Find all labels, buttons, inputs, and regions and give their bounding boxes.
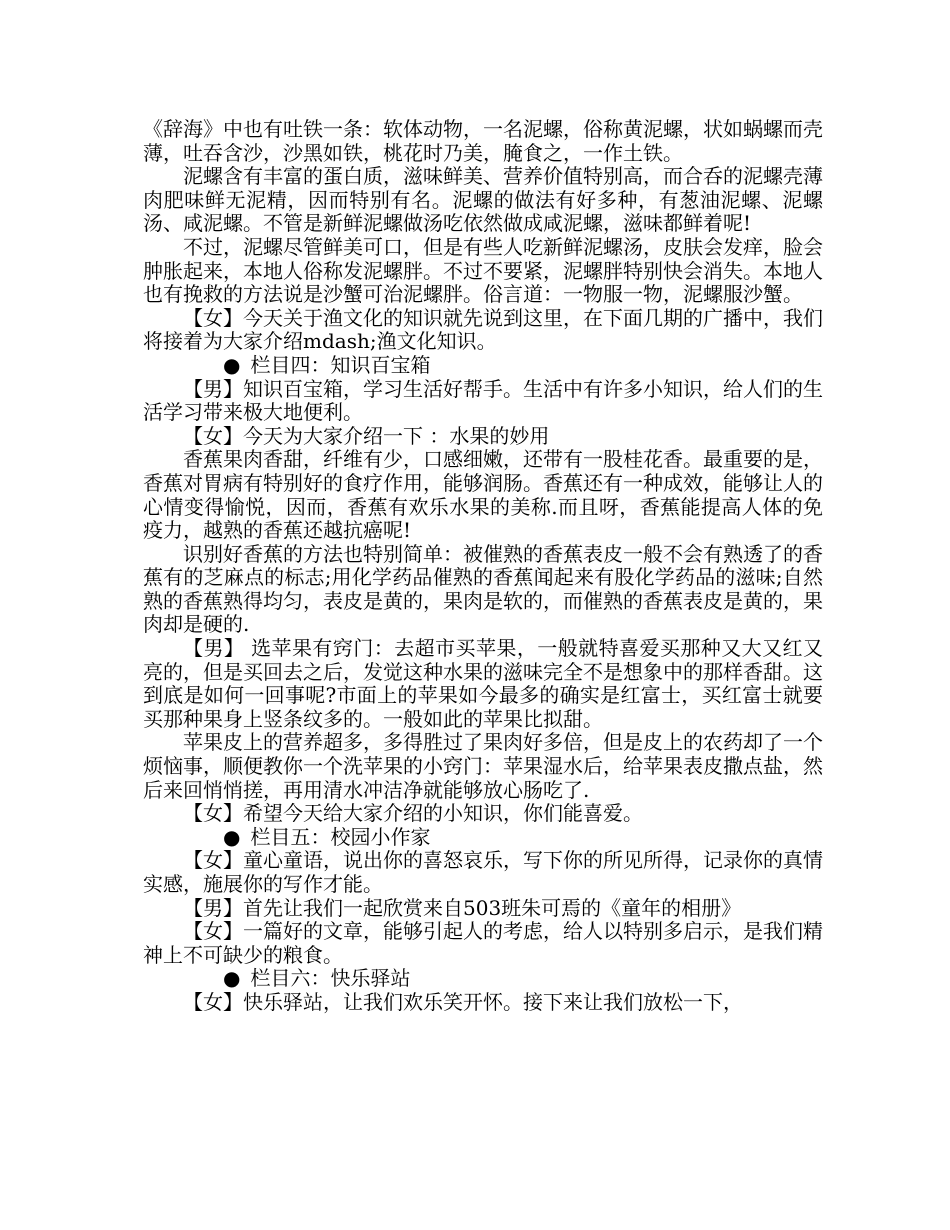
section-heading-text: 栏目六：快乐驿站: [250, 966, 411, 991]
paragraph: 【女】今天关于渔文化的知识就先说到这里，在下面几期的广播中，我们将接着为大家介绍mdash;渔文化知识。: [143, 305, 823, 354]
paragraph: 【男】 选苹果有窍门：去超市买苹果，一般就特喜爱买那种又大又红又亮的，但是买回去之后，发觉这种水果的滋味完全不是想象中的那样香甜。这到底是如何一回事呢?市面上的苹果如今最多的确实是红富士，买红富士就要买那种果身上竖条纹多的。一般如此的苹果比拟甜。: [143, 636, 823, 731]
section-heading-5: [143, 826, 823, 850]
paragraph: 【男】知识百宝箱，学习生活好帮手。生活中有许多小知识，给人们的生活学习带来极大地便利。: [143, 376, 823, 425]
bullet-icon: ●: [223, 966, 241, 991]
paragraph: 《辞海》中也有吐铁一条：软体动物，一名泥螺，俗称黄泥螺，状如蜗螺而壳薄，吐吞含沙，沙黑如铁，桃花时乃美，腌食之，一作土铁。: [143, 117, 823, 165]
section-heading-text: 栏目四：知识百宝箱: [250, 352, 431, 377]
paragraph: 【女】童心童语，说出你的喜怒哀乐，写下你的所见所得，记录你的真情实感，施展你的写作才能。: [143, 848, 823, 896]
paragraph: 【女】希望今天给大家介绍的小知识，你们能喜爱。: [183, 801, 643, 826]
paragraph: 【女】快乐驿站，让我们欢乐笑开怀。接下来让我们放松一下，: [183, 989, 743, 1014]
section-heading-6: [143, 967, 823, 991]
bullet-icon: ●: [223, 824, 241, 849]
paragraph: 【女】今天为大家介绍一下 ：水果的妙用: [183, 423, 550, 448]
paragraph: 【女】一篇好的文章，能够引起人的考虑，给人以特别多启示，是我们精神上不可缺少的粮食。: [143, 919, 823, 967]
paragraph: 【男】首先让我们一起欣赏来自503班朱可焉的《童年的相册》: [183, 895, 742, 920]
bullet-icon: ●: [223, 352, 241, 377]
paragraph: 香蕉果肉香甜，纤维有少，口感细嫩，还带有一股桂花香。最重要的是，香蕉对胃病有特别好的食疗作用，能够润肠。香蕉还有一种成效，能够让人的心情变得愉悦，因而，香蕉有欢乐水果的美称.而且呀，香蕉能提高人体的免疫力，越熟的香蕉还越抗癌呢!: [143, 447, 823, 543]
section-heading-text: 栏目五：校园小作家: [250, 824, 431, 849]
paragraph: 泥螺含有丰富的蛋白质，滋味鲜美、营养价值特别高，而合呑的泥螺壳薄肉肥味鲜无泥精，因而特别有名。泥螺的做法有好多种，有葱油泥螺、泥螺汤、咸泥螺。不管是新鲜泥螺做汤吃依然做成咸泥螺，滋味都鲜着呢!: [143, 164, 823, 236]
paragraph: 识别好香蕉的方法也特别简单：被催熟的香蕉表皮一般不会有熟透了的香蕉有的芝麻点的标志;用化学药品催熟的香蕉闻起来有股化学药品的滋味;自然熟的香蕉熟得均匀，表皮是黄的，果肉是软的，而催熟的香蕉表皮是黄的，果肉却是硬的.: [143, 541, 823, 637]
document-body: [143, 118, 823, 1015]
paragraph: 不过，泥螺尽管鲜美可口，但是有些人吃新鲜泥螺汤，皮肤会发痒，脸会肿胀起来，本地人俗称发泥螺胖。不过不要紧，泥螺胖特别快会消失。本地人也有挽救的方法说是沙蟹可治泥螺胖。俗言道：一物服一物，泥螺服沙蟹。: [143, 234, 823, 307]
section-heading-4: [143, 354, 823, 378]
paragraph: 苹果皮上的营养超多，多得胜过了果肉好多倍，但是皮上的农药却了一个烦恼事，顺便教你一个洗苹果的小窍门：苹果湿水后，给苹果表皮撒点盐，然后来回悄悄搓，再用清水冲洁净就能够放心肠吃了.: [143, 730, 823, 802]
